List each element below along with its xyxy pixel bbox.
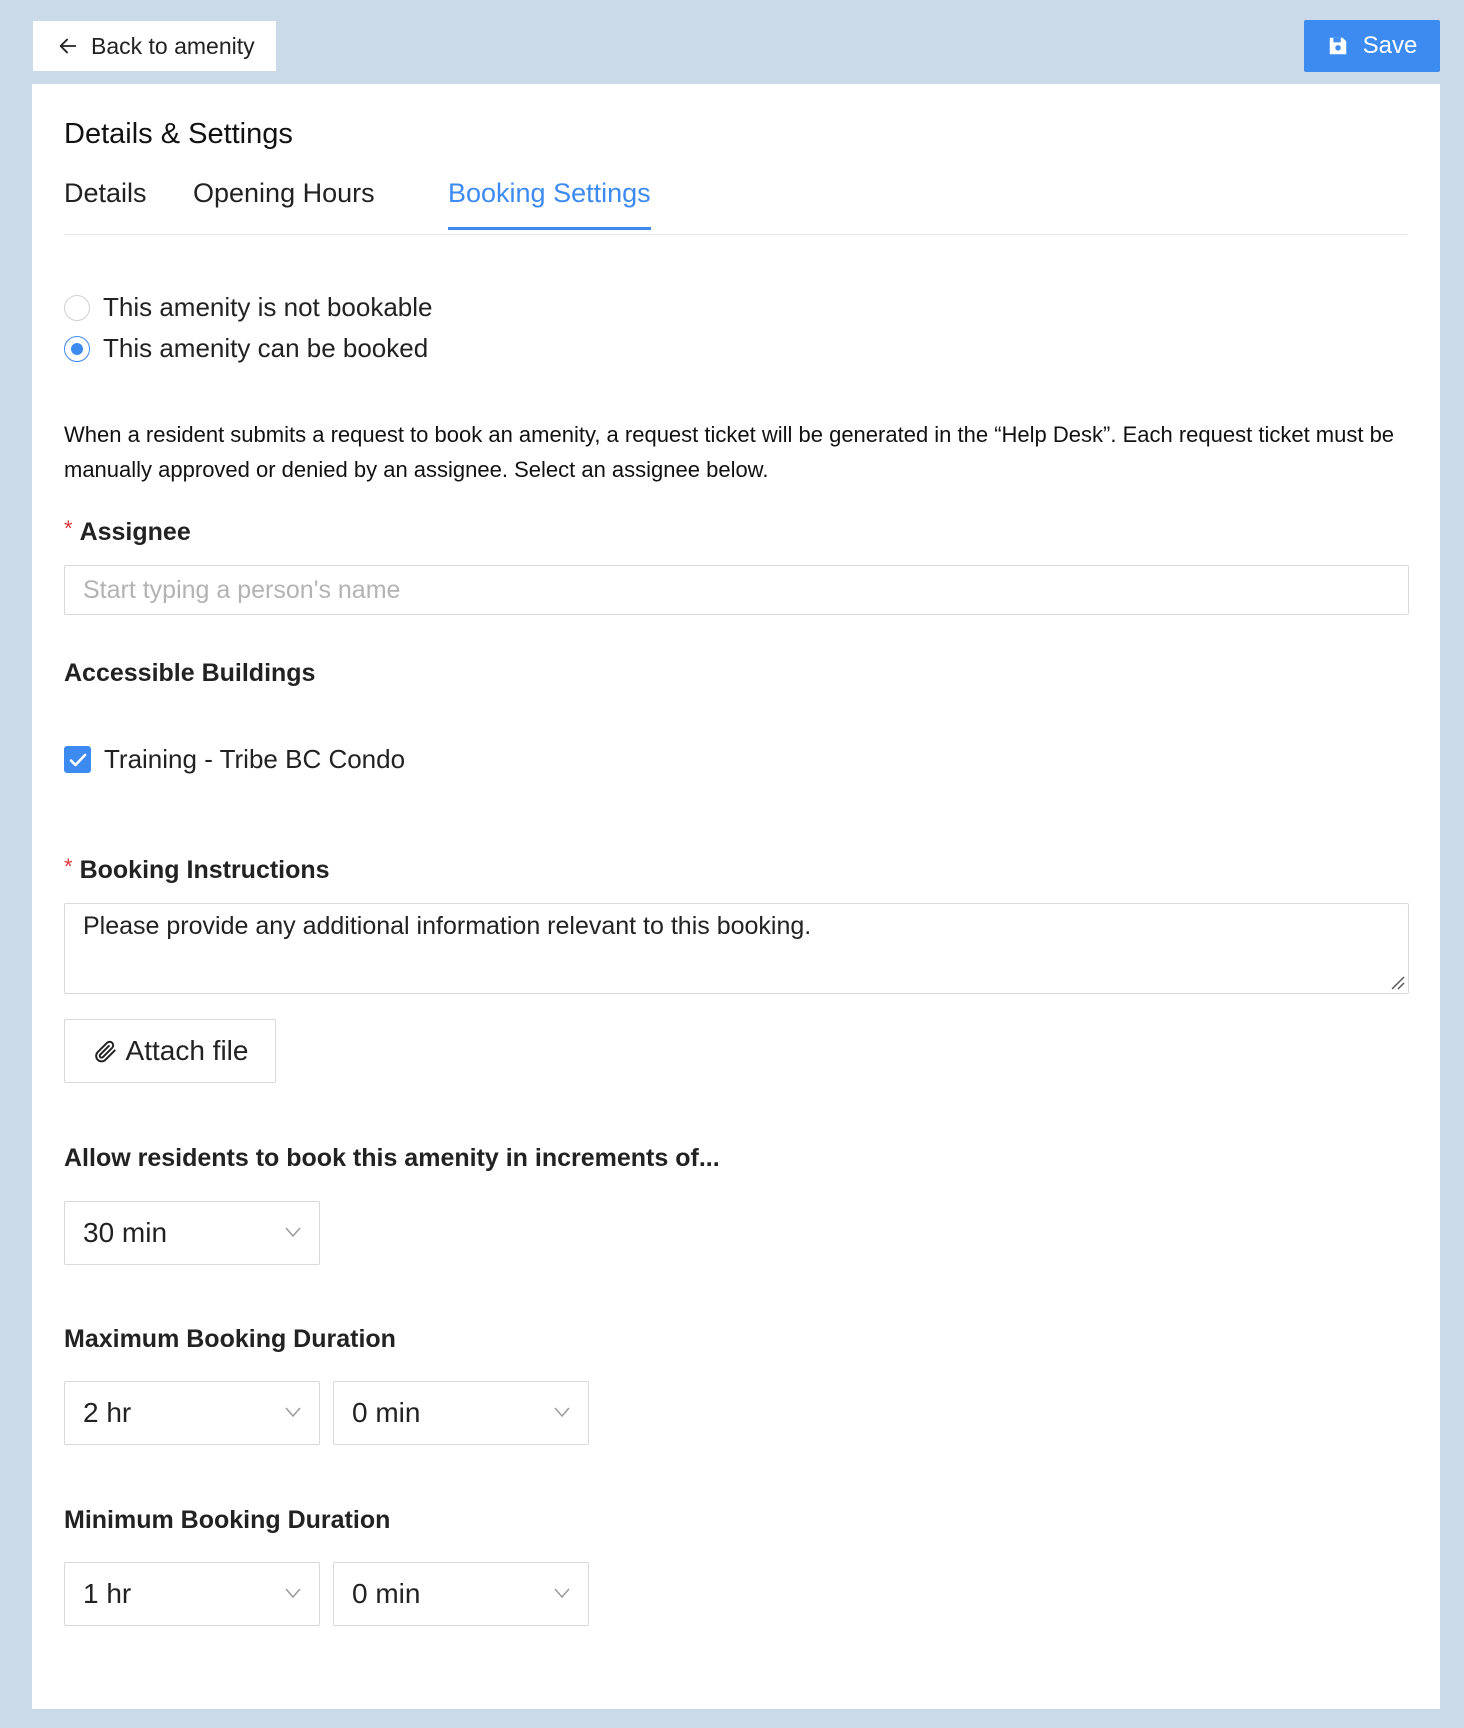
tab-opening-hours[interactable]: Opening Hours bbox=[193, 178, 375, 208]
paperclip-icon bbox=[92, 1038, 118, 1064]
settings-card bbox=[32, 84, 1440, 1709]
tab-divider bbox=[64, 234, 1408, 235]
min-duration-hours-select[interactable] bbox=[64, 1562, 320, 1626]
radio-not-bookable[interactable] bbox=[64, 292, 433, 323]
checkmark-icon bbox=[68, 750, 88, 770]
max-duration-label: Maximum Booking Duration bbox=[64, 1325, 396, 1353]
booking-instructions-label bbox=[64, 854, 330, 885]
min-hours-value: 1 hr bbox=[83, 1578, 132, 1609]
max-duration-hours-select[interactable] bbox=[64, 1381, 320, 1445]
chevron-down-icon bbox=[554, 1406, 570, 1418]
chevron-down-icon bbox=[285, 1406, 301, 1418]
increments-value: 30 min bbox=[83, 1217, 168, 1248]
assignee-label bbox=[64, 516, 191, 547]
radio-can-be-booked[interactable] bbox=[64, 333, 428, 364]
tab-booking-settings[interactable]: Booking Settings bbox=[448, 178, 651, 230]
arrow-left-icon bbox=[57, 35, 79, 57]
attach-file-label: Attach file bbox=[125, 1035, 249, 1066]
chevron-down-icon bbox=[285, 1226, 301, 1238]
save-icon bbox=[1327, 35, 1349, 57]
booking-instructions-label-text: Booking Instructions bbox=[79, 856, 330, 884]
increments-label: Allow residents to book this amenity in increments of... bbox=[64, 1144, 720, 1172]
save-button-label: Save bbox=[1362, 32, 1418, 59]
radio-label: This amenity is not bookable bbox=[103, 292, 433, 322]
radio-button[interactable] bbox=[64, 295, 90, 321]
resize-grip-icon[interactable] bbox=[1389, 974, 1405, 990]
attach-file-button[interactable] bbox=[64, 1019, 276, 1083]
increments-select[interactable] bbox=[64, 1201, 320, 1265]
back-to-amenity-button[interactable] bbox=[33, 21, 276, 71]
chevron-down-icon bbox=[554, 1587, 570, 1599]
building-label: Training - Tribe BC Condo bbox=[104, 744, 406, 774]
assignee-label-text: Assignee bbox=[79, 518, 191, 546]
min-duration-minutes-select[interactable] bbox=[333, 1562, 589, 1626]
tab-details[interactable]: Details bbox=[64, 178, 147, 208]
save-button[interactable] bbox=[1304, 20, 1440, 72]
radio-label: This amenity can be booked bbox=[103, 333, 429, 363]
accessible-buildings-label: Accessible Buildings bbox=[64, 659, 316, 687]
assignee-input[interactable] bbox=[64, 565, 1409, 615]
max-hours-value: 2 hr bbox=[83, 1397, 132, 1428]
radio-button[interactable] bbox=[64, 336, 90, 362]
top-bar bbox=[0, 0, 1464, 84]
checkbox[interactable] bbox=[64, 746, 91, 773]
chevron-down-icon bbox=[285, 1587, 301, 1599]
booking-description: When a resident submits a request to book an amenity, a request ticket will be generated in the “Help Desk”. Each request ticket must be manually approved or denied by an assignee. Select an assignee below. bbox=[64, 422, 1395, 482]
building-checkbox-row[interactable] bbox=[64, 744, 405, 775]
max-duration-minutes-select[interactable] bbox=[333, 1381, 589, 1445]
max-minutes-value: 0 min bbox=[352, 1397, 421, 1428]
back-button-label: Back to amenity bbox=[91, 32, 255, 59]
min-duration-label: Minimum Booking Duration bbox=[64, 1506, 391, 1534]
booking-instructions-textarea[interactable] bbox=[64, 903, 1409, 994]
required-mark: * bbox=[64, 854, 73, 879]
page-title: Details & Settings bbox=[64, 118, 293, 150]
required-mark: * bbox=[64, 516, 73, 541]
min-minutes-value: 0 min bbox=[352, 1578, 421, 1609]
